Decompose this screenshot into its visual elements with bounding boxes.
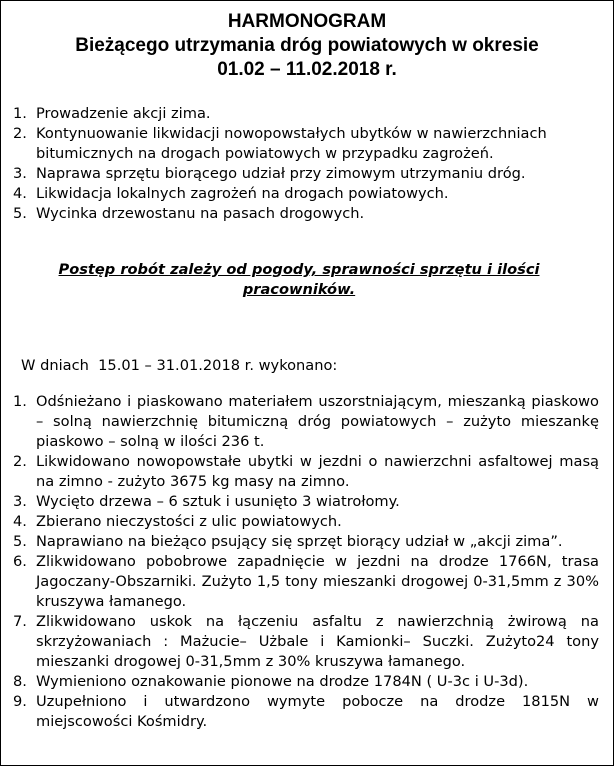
list-item xyxy=(1,512,599,532)
item-text: Likwidowano nowopowstałe ubytki w jezdni o nawierzchni asfaltowej masą na zimno - zużyto 3675 kg masy na zimno. xyxy=(36,453,599,490)
completed-intro: W dniach 15.01 – 31.01.2018 r. wykonano: xyxy=(21,357,338,374)
item-number: 9. xyxy=(13,693,27,710)
item-number: 2. xyxy=(13,125,27,142)
item-number: 3. xyxy=(13,493,27,510)
item-number: 1. xyxy=(13,105,27,122)
list-item xyxy=(1,492,599,512)
list-item xyxy=(1,672,599,692)
list-item xyxy=(1,452,599,492)
item-number: 5. xyxy=(13,205,27,222)
item-number: 7. xyxy=(13,613,27,630)
list-item xyxy=(1,612,599,672)
item-text: Naprawiano na bieżąco psujący się sprzęt biorący udział w „akcji zima”. xyxy=(36,533,563,550)
item-text: Zlikwidowano uskok na łączeniu asfaltu z nawierzchnią żwirową na skrzyżowaniach : Mażucie– Użbale i Kamionki– Suczki. Zużyto24 tony mieszanki drogowej 0-31,5mm z 30% kruszywa łamanego. xyxy=(36,613,599,670)
list-item xyxy=(1,692,599,732)
item-text: Naprawa sprzętu biorącego udział przy zimowym utrzymaniu dróg. xyxy=(36,165,526,182)
item-number: 4. xyxy=(13,513,27,530)
document-title xyxy=(1,10,613,82)
title-line-2: Bieżącego utrzymania dróg powiatowych w okresie xyxy=(75,35,539,56)
item-number: 5. xyxy=(13,533,27,550)
item-text: Likwidacja lokalnych zagrożeń na drogach powiatowych. xyxy=(36,185,449,202)
item-number: 1. xyxy=(13,393,27,410)
item-text: Zbierano nieczystości z ulic powiatowych. xyxy=(36,513,342,530)
notice-line-1: Postęp robót zależy od pogody, sprawności sprzętu i ilości xyxy=(58,261,540,278)
item-text: Odśnieżano i piaskowano materiałem uszorstniającym, mieszanką piaskowo – solną nawierzchnię bitumiczną dróg powiatowych – zużyto mieszankę piaskowo – solną w ilości 236 t. xyxy=(36,393,599,450)
item-number: 6. xyxy=(13,553,27,570)
completed-list xyxy=(1,392,599,732)
list-item xyxy=(1,392,599,452)
item-number: 8. xyxy=(13,673,27,690)
title-line-3: 01.02 – 11.02.2018 r. xyxy=(217,59,397,80)
item-text: Kontynuowanie likwidacji nowopowstałych ubytków w nawierzchniach bitumicznych na drogach powiatowych w przypadku zagrożeń. xyxy=(36,125,547,162)
item-text: Wymieniono oznakowanie pionowe na drodze 1784N ( U-3c i U-3d). xyxy=(36,673,529,690)
item-text: Zlikwidowano pobobrowe zapadnięcie w jezdni na drodze 1766N, trasa Jagoczany-Obszarniki. Zużyto 1,5 tony mieszanki drogowej 0-31,5mm z 30% kruszywa łamanego. xyxy=(36,553,599,610)
item-text: Wycinka drzewostanu na pasach drogowych. xyxy=(36,205,365,222)
notice-line-2: pracowników. xyxy=(242,281,356,298)
list-item xyxy=(1,184,601,204)
title-line-1: HARMONOGRAM xyxy=(227,11,387,32)
list-item xyxy=(1,124,601,164)
list-item xyxy=(1,164,601,184)
item-text: Wycięto drzewa – 6 sztuk i usunięto 3 wiatrołomy. xyxy=(36,493,400,510)
item-number: 3. xyxy=(13,165,27,182)
plan-list xyxy=(1,104,601,224)
list-item xyxy=(1,532,599,552)
item-text: Uzupełniono i utwardzono wymyte pobocze na drodze 1815N w miejscowości Kośmidry. xyxy=(36,693,599,730)
item-text: Prowadzenie akcji zima. xyxy=(36,105,211,122)
item-number: 4. xyxy=(13,185,27,202)
list-item xyxy=(1,104,601,124)
list-item xyxy=(1,204,601,224)
progress-notice xyxy=(1,260,597,300)
item-number: 2. xyxy=(13,453,27,470)
list-item xyxy=(1,552,599,612)
